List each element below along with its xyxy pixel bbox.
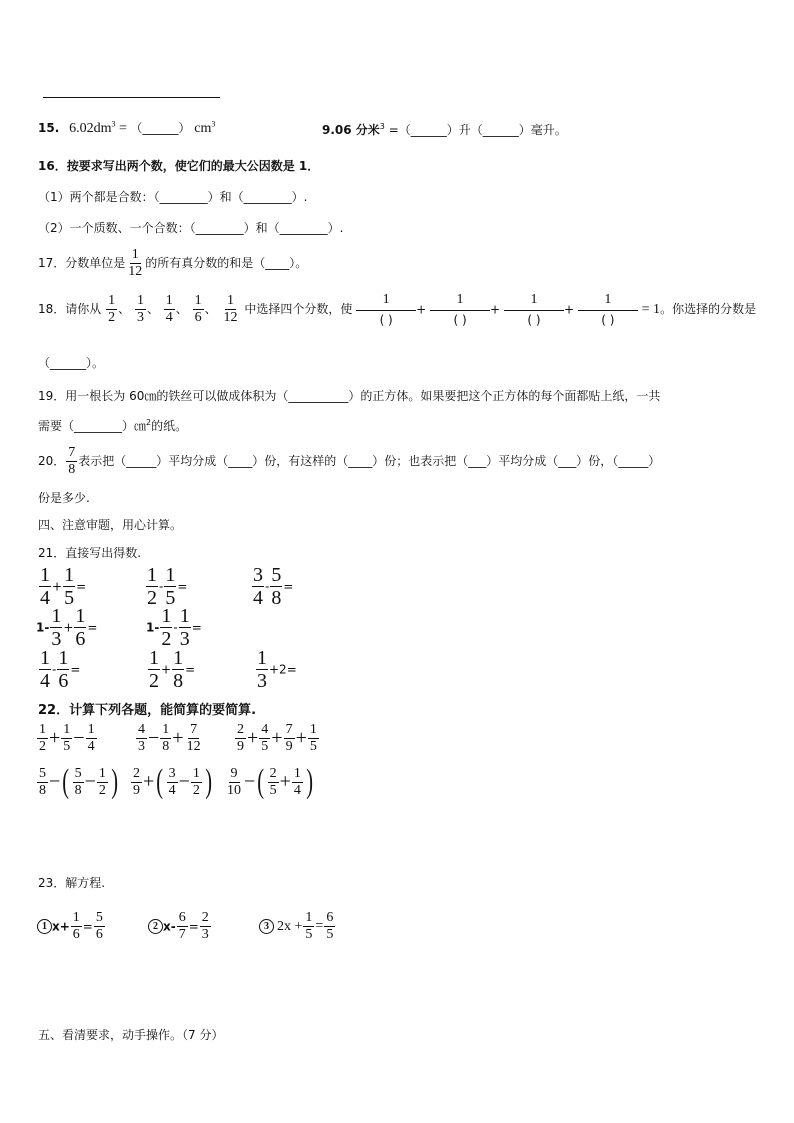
question-text: 。你选择的分数是 (660, 302, 757, 316)
section-heading: 四、注意审题，用心计算。 (38, 518, 183, 532)
question-22-stem: 22．计算下列各题，能简算的要简算. (38, 703, 257, 718)
question-20-line2: 份是多少. (38, 491, 90, 505)
fraction-choice: $\frac{1}{6}$ (194, 293, 202, 325)
expression: $\frac{5}{8}$ −( $\frac{5}{8}$ − $\frac{1}{2}$ ) (39, 763, 118, 800)
fraction: $\frac{7}{8}$ (68, 445, 76, 477)
fraction: $\frac{1}{12}$ (128, 247, 143, 279)
circled-number: 1 (37, 919, 52, 934)
question-number: 20． (38, 454, 66, 468)
calc-item: $\frac{3}{4}$ - $\frac{5}{8}$ = (253, 564, 294, 609)
expression: $\frac{2}{9}$ + $\frac{4}{5}$ + $\frac{7}{9}$ + $\frac{1}{5}$ (237, 722, 317, 754)
question-text: 17．分数单位是 (38, 256, 126, 270)
answer-blanks[interactable]: =（______）升（______）毫升。 (388, 123, 567, 137)
question-21-stem: 21．直接写出得数. (38, 546, 142, 560)
circled-number: 3 (259, 919, 274, 934)
fraction-choice: $\frac{1}{12}$ (223, 293, 238, 325)
question-18 (38, 293, 756, 326)
question-18-answer[interactable]: （______）。 (38, 356, 105, 370)
answer-blank[interactable]: （______） (130, 121, 191, 135)
section-heading: 五、看清要求，动手操作。（7 分） (38, 1028, 224, 1042)
exponent: 3 (111, 119, 116, 129)
expression: $\frac{4}{3}$ − $\frac{1}{8}$ + $\frac{7}{12}$ (138, 722, 201, 754)
equals-sign: = (118, 121, 127, 136)
question-19-line2[interactable]: 需要（________）㎝$^2$的纸。 (38, 418, 188, 433)
expression: $\frac{2}{9}$ +( $\frac{3}{4}$ − $\frac{1}{2}$ ) (133, 763, 212, 800)
unit: cm (194, 121, 212, 136)
fraction-choice: $\frac{1}{4}$ (165, 293, 173, 325)
separator: 、 (175, 302, 188, 316)
calc-item: $\frac{1}{2}$ + $\frac{1}{8}$ = (149, 647, 196, 692)
question-text: 18．请你从 (38, 302, 102, 316)
equation: 1 x+ $\frac{1}{6}$ = $\frac{5}{6}$ (37, 911, 106, 942)
blank-fraction[interactable]: $\frac{1}{( )}$ (504, 293, 564, 326)
calc-item: $\frac{1}{4}$ - $\frac{1}{6}$ = (40, 647, 81, 692)
question-23-stem: 23．解方程. (38, 876, 106, 890)
question-17 (38, 248, 307, 279)
fraction-choice: $\frac{1}{3}$ (136, 293, 144, 325)
separator: 、 (118, 302, 131, 316)
top-rule (43, 97, 220, 98)
question-16-line2[interactable]: （2）一个质数、一个合数：（________）和（________）. (38, 221, 344, 235)
question-20 (38, 446, 660, 477)
plus-sign: + (490, 302, 501, 317)
exponent: 3 (211, 119, 216, 129)
expression: $\frac{1}{2}$ + $\frac{1}{5}$ − $\frac{1}{4}$ (39, 722, 95, 754)
equation: 3 2x + $\frac{1}{5}$ = $\frac{6}{5}$ (259, 911, 336, 942)
question-15-part2 (322, 121, 567, 138)
blank-fraction[interactable]: $\frac{1}{( )}$ (356, 293, 416, 326)
calc-item: 1- $\frac{1}{3}$ + $\frac{1}{6}$ = (36, 605, 98, 650)
calc-item: 1- $\frac{1}{2}$ - $\frac{1}{3}$ = (146, 605, 202, 650)
fraction-choice: $\frac{1}{2}$ (108, 293, 116, 325)
value-text: 9.06 分米 (322, 123, 380, 137)
answer-blank[interactable]: 的所有真分数的和是（____）。 (145, 256, 308, 270)
plus-sign: + (416, 302, 427, 317)
calc-item: $\frac{1}{4}$ + $\frac{1}{5}$ = (40, 564, 87, 609)
blank-fraction[interactable]: $\frac{1}{( )}$ (430, 293, 490, 326)
calc-item: $\frac{1}{3}$ +2= (257, 647, 297, 692)
value: 6.02 (69, 121, 94, 136)
blank-fraction[interactable]: $\frac{1}{( )}$ (578, 293, 638, 326)
plus-sign: + (563, 302, 574, 317)
separator: 、 (204, 302, 217, 316)
separator: 、 (146, 302, 159, 316)
question-19-line1[interactable]: 19．用一根长为 60㎝的铁丝可以做成体积为（__________）的正方体。如果要把这个正方体的每个面都贴上纸，一共 (38, 389, 661, 403)
equation: 2 x- $\frac{6}{7}$ = $\frac{2}{3}$ (148, 911, 212, 942)
question-number: 15. (38, 121, 60, 135)
circled-number: 2 (148, 919, 163, 934)
expression: $\frac{9}{10}$ −( $\frac{2}{5}$ + $\frac{1}{4}$ ) (227, 763, 313, 800)
equals-one: = 1 (641, 302, 661, 317)
exponent: 3 (379, 122, 385, 131)
unit: dm (93, 121, 112, 136)
question-text: 中选择四个分数，使 (244, 302, 353, 316)
answer-blanks[interactable]: 表示把（_____）平均分成（____）份，有这样的（____）份；也表示把（___）平均分成（___）份，（_____） (78, 454, 661, 468)
question-16-line1[interactable]: （1）两个都是合数：（________）和（________）. (38, 190, 308, 204)
question-15 (38, 119, 215, 137)
question-16-stem: 16．按要求写出两个数，使它们的最大公因数是 1． (38, 159, 320, 173)
calc-item: $\frac{1}{2}$ - $\frac{1}{5}$ = (147, 564, 188, 609)
